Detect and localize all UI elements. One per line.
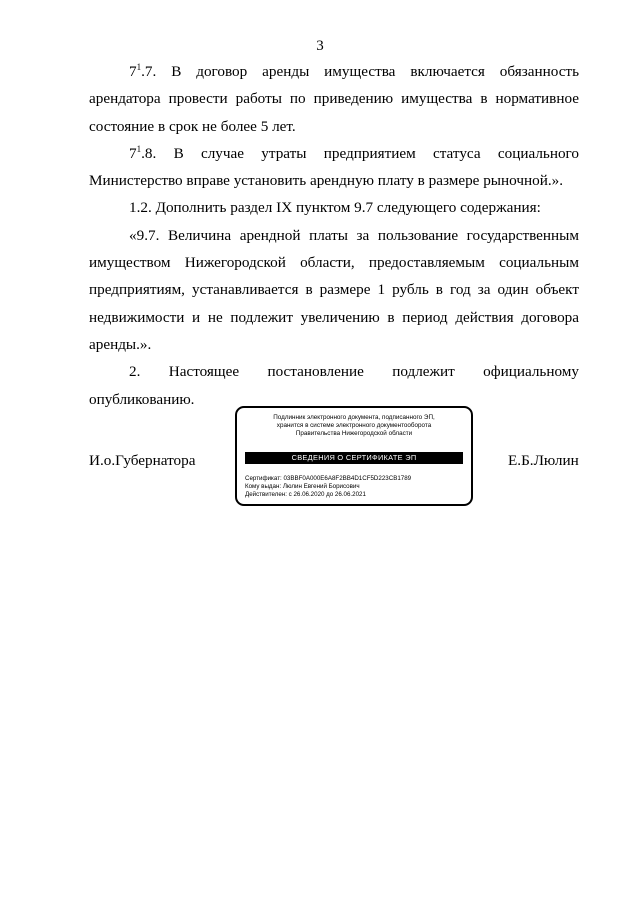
paragraph-9-7: «9.7. Величина арендной платы за пользование государственным имуществом Нижегородской области, предоставляемым социальным предприятиям, устанавливается в размере 1 рубль в год за один объект недвижимости и не подлежит увеличению в период действия договора аренды.». (89, 226, 579, 353)
electronic-signature-stamp (235, 406, 473, 506)
paragraph-text: В случае утраты предприятием статуса социального Министерство вправе установить арендную плату в размере рыночной.». (89, 144, 579, 190)
certificate-validity: Действителен: с 26.06.2020 до 26.06.2021 (245, 491, 366, 498)
certificate-owner: Кому выдан: Люлин Евгений Борисович (245, 483, 360, 490)
certificate-serial: Сертификат: 03BBF0A000E6A8F2BB4D1CF5D223CB1789 (245, 475, 412, 482)
signer-title: И.о.Губернатора (89, 452, 196, 469)
page-number: 3 (316, 38, 324, 54)
paragraph-number: $7^1.8$. (129, 143, 157, 162)
certificate-info-bar: СВЕДЕНИЯ О СЕРТИФИКАТЕ ЭП (245, 452, 463, 464)
paragraph-text: В договор аренды имущества включается обязанность арендатора провести работы по приведению имущества в нормативное состояние в срок не более 5 лет. (89, 63, 579, 135)
signer-name: Е.Б.Люлин (508, 452, 579, 469)
stamp-header: Подлинник электронного документа, подписанного ЭП, хранится в системе электронного документооборота Правительства Нижегородской области (273, 414, 435, 437)
paragraph-number: $7^1.7$. (129, 61, 157, 80)
paragraph-7-1-7 (89, 58, 579, 140)
paragraph-1-2: 1.2. Дополнить раздел IX пунктом 9.7 следующего содержания: (129, 199, 541, 217)
certificate-details (245, 475, 465, 499)
document-body (89, 58, 579, 413)
paragraph-7-1-8 (89, 140, 579, 195)
paragraph-2: 2. Настоящее постановление подлежит официальному опубликованию. (89, 363, 579, 408)
